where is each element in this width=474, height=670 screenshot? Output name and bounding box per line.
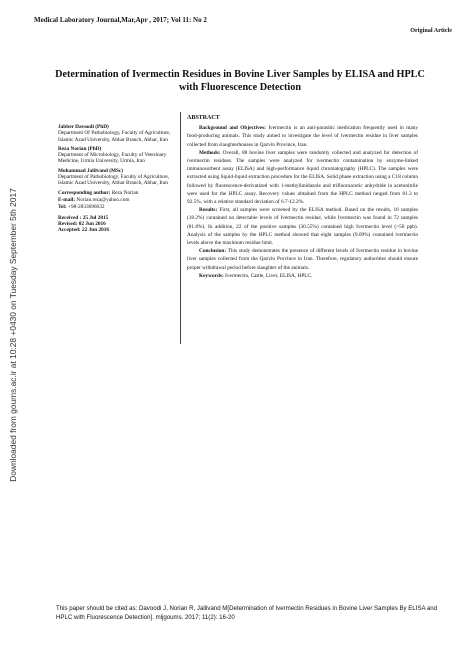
author-name: Mohammad Jalilvand (MSc) [58, 167, 124, 174]
email-line [58, 197, 176, 203]
author-info-panel [58, 124, 176, 233]
corresponding-author-label: Corresponding author: [58, 189, 111, 196]
author-affiliation: Department Of Pathobiology, Faculty of Agriculture, Islamic Azad University, Abhar Branch, Abhar, Iran [58, 130, 171, 143]
abstract-results: Results: First, all samples were screened by the ELISA method. Based on the results, 16 samples (18.2%) contained no detectable levels of Ivermectin residue, while Ivermectin was found in 72 samples (81.8%). In addition, 22 of the positive samples (30.55%) contained high Ivermectin level (>50 ppb). Analysis of the samples by the HPLC method showed that eight samples (9.09%) contained ivermectin levels above the maximum residue limit. [187, 207, 418, 247]
received-date: Received : 25 Jul 2015 [58, 214, 109, 221]
abstract-background: Background and Objectives: Ivermectin is an anti-parasitic medication frequently used in many food-producing animals. This study aimed to investigate the level of ivermectin residue in liver samples collected from slaughterhouses in Qazvin Province, Iran. [187, 125, 418, 148]
author-affiliation: Department of Microbiology, Faculty of Veterinary Medicine, Urmia University, Urmia, Iran [58, 152, 167, 165]
column-divider [180, 112, 181, 344]
article-type-label: Original Article [410, 27, 452, 34]
accepted-date: Accepted: 22 Jun 2016 [58, 227, 110, 234]
author-name: Reza Norian (PhD) [58, 145, 102, 152]
journal-header: Medical Laboratory Journal,Mar,Apr , 2017; Vol 11: No 2 [34, 16, 207, 24]
corresponding-author [58, 190, 176, 196]
abstract-methods: Methods: Overall, 88 bovine liver samples were randomly collected and analyzed for detection of ivermectin residues. The samples were analyzed for ivermectin contamination by enzyme-linked immunosorbent assay (ELISA) and high-performance liquid chromatography (HPLC). The samples were extracted using liquid-liquid extraction procedure for the ELISA. Solid phase extraction using a C18 column followed by fluorescence-derivatized with 1-methylimidazole and trifluoroacetic anhydride in acetonitrile were used for the HPLC assay. Recovery values obtained from the HPLC method ranged from 81.3 to 92.5%, with a relative standard deviation of 6.7-12.2%. [187, 149, 419, 206]
abstract-conclusion: Conclusion: This study demonstrates the presence of different levels of Ivermectin residue in bovine liver samples collected from the Qazvin Province in Iran. Therefore, regulatory authorities should ensure proper withdrawal period before slaughter of the animals. [187, 248, 418, 271]
author-3 [58, 168, 176, 187]
abstract-keywords: Keywords: Ivermectin, Cattle, Liver, ELISA, HPLC. [199, 272, 313, 279]
author-1 [58, 124, 176, 143]
email-label: E-mail: [58, 196, 76, 203]
abstract-section [187, 114, 418, 280]
citation-footer: This paper should be cited as: Davoodi J, Norian R, Jalilvand M[Determination of Ivermectin Residues in Bovine Liver Samples By ELISA and HPLC with Fluorescence Detection]. mljgoums. 2017; 11(2): 16-20 [56, 605, 438, 621]
corresponding-author-name: Reza Norian [111, 189, 139, 196]
tel-line [58, 204, 176, 210]
abstract-heading: ABSTRACT [187, 115, 220, 121]
paper-title: Determination of Ivermectin Residues in Bovine Liver Samples by ELISA and HPLC with Fluorescence Detection [55, 69, 425, 93]
author-affiliation: Department of Pathobiology, Faculty of Agriculture, Islamic Azad University, Abhar Branch, Abhar, Iran [58, 174, 170, 187]
download-watermark: Downloaded from goums.ac.ir at 10:28 +0430 on Tuesday September 5th 2017 [8, 188, 18, 482]
author-2 [58, 146, 176, 165]
author-name: Jabber Davoodi (PhD) [58, 124, 109, 130]
email-link[interactable]: Norian.reza@yahoo.com [76, 196, 130, 203]
tel-label: Tel: [58, 204, 67, 211]
tel-value: +98-2833696032 [67, 204, 105, 211]
article-dates [58, 215, 176, 234]
revised-date: Revised: 02 Jun 2016 [58, 220, 106, 227]
